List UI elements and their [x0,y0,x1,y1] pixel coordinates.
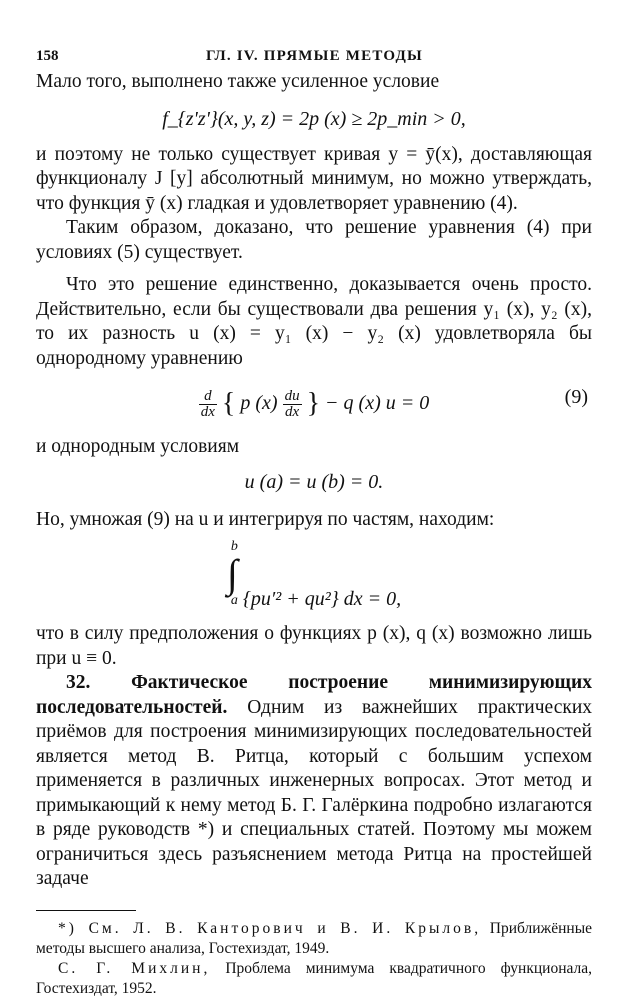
footnote-divider [36,910,136,911]
equation-condition [36,107,592,133]
paragraph-homogeneous: и однородным условиям [36,436,240,457]
equation-9-formula: $\frac{d}{dx}$ { p (x) $\frac{du}{dx}$ } − q (x) u = 0 [200,388,430,420]
paragraph-existence: и поэтому не только существует кривая y = ȳ(x), доставляющая функционалу J [y] абсолютный минимум, но можно утверждать, что функция ȳ (x) гладкая и удовлетворяет уравнению (4). [36,143,592,214]
page-number: 158 [36,48,59,64]
equation-condition-text: f_{z'z'}(x, y, z) = 2p (x) ≥ 2p_min > 0, [162,107,466,130]
footnote-2-text: Проблема минимума квадратичного функционала, Гостехиздат, 1952. [36,959,592,997]
footnote-1 [36,919,592,959]
fraction-d-dx: $\frac{d}{dx}$ [200,388,215,420]
fraction-du-dx: $\frac{du}{dx}$ [284,388,300,420]
equation-9-tail: − q (x) u = 0 [325,392,430,415]
equation-boundary [36,470,592,496]
integral-lower-limit: a [230,593,238,608]
section-number: 32. [66,672,91,693]
paragraph-proved: Таким образом, доказано, что решение уравнения (4) при условиях (5) существует. [36,217,592,263]
integral-upper-limit: b [230,539,238,554]
integral-sign: b ∫ a [226,539,238,608]
paragraph-uniqueness: Что это решение единственно, доказывается очень просто. Действительно, если бы существовали два решения y₁ (x), y₂ (x), то их разность u (x) = y₁ (x) − y₂ (x) удовлетворяла бы однородному уравнению [36,274,592,369]
running-title: ГЛ. IV. ПРЯМЫЕ МЕТОДЫ [206,48,423,64]
integral-body: {pu′² + qu²} dx = 0, [242,588,402,611]
section-32 [36,671,592,892]
paragraph-conclusion: что в силу предположения о функциях p (x), q (x) возможно лишь при u ≡ 0. [36,623,592,669]
footnote-2 [36,959,592,999]
section-body: Одним из важнейших практических приёмов для построения минимизирующих последовательностей является метод В. Ритца, который с большим успехом применяется в различных инженерных вопросах. Этот метод и примыкающий к нему метод Б. Г. Галёркина подробно излагаются в ряде руководств *) и специальных статей. Поэтому мы можем ограничиться здесь разъяснением метода Ритца на простейшей задаче [36,696,593,889]
equation-9 [36,385,592,421]
running-head [36,44,592,70]
equation-integral [36,539,592,611]
footnote-1-text: Приближённые методы высшего анализа, Гостехиздат, 1949. [36,919,592,957]
footnote-1-authors: *) См. Л. В. Канторович и В. И. Крылов, [58,919,482,937]
paragraph-multiply: Но, умножая (9) на u и интегрируя по частям, находим: [36,508,495,530]
section-title: Фактическое построение минимизирующих последовательностей. [36,672,593,718]
footnote-2-author: С. Г. Михлин, [58,959,211,977]
equation-number-9: (9) [564,386,588,408]
book-page [36,44,592,999]
equation-boundary-text: u (a) = u (b) = 0. [244,470,384,493]
paragraph-intro: Мало того, выполнено также усиленное условие [36,71,440,92]
